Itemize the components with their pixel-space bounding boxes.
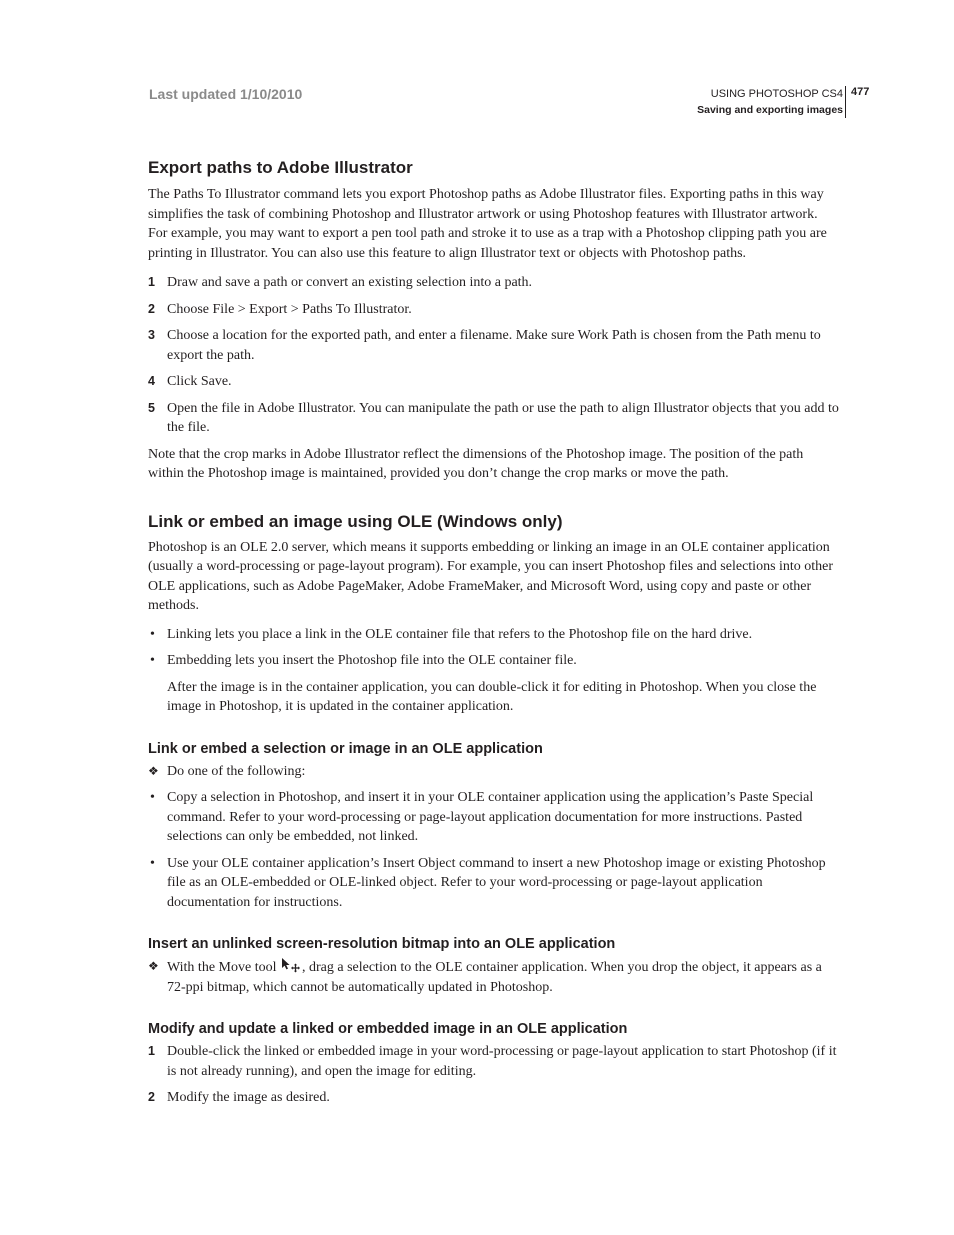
step-number: 3 <box>148 328 155 342</box>
step-text: Choose File > Export > Paths To Illustrator. <box>167 301 412 317</box>
ole-after-text: After the image is in the container application, you can double-click it for editing in Photoshop. When you close the image in Photoshop, it is updated in the container application. <box>167 679 817 714</box>
header-rule <box>845 86 846 118</box>
step-item <box>148 399 839 438</box>
bullet-text: Use your OLE container application’s Insert Object command to insert a new Photoshop image or existing Photoshop file as an OLE-embedded or OLE-linked object. Refer to your word-processing or page-layout application documentation for instructions. <box>167 855 826 910</box>
diamond-marker: ❖ <box>148 959 159 973</box>
step-number: 1 <box>148 1044 155 1058</box>
page-number: 477 <box>851 86 870 98</box>
instruction-item <box>148 762 839 782</box>
instruction-item <box>148 957 839 997</box>
subsection-title-link-embed: Link or embed a selection or image in an OLE application <box>148 740 543 757</box>
header-right <box>697 86 843 118</box>
step-text: Modify the image as desired. <box>167 1090 330 1105</box>
step-text: Draw and save a path or convert an existing selection into a path. <box>167 275 533 290</box>
export-paths-intro: The Paths To Illustrator command lets you export Photoshop paths as Adobe Illustrator files. Exporting paths in this way simplifies the task of combining Photoshop and Illustrator artwork or using Photoshop features with Illustrator artwork. For example, you may want to export a pen tool path and stroke it to use as a trap with a Photoshop clipping path you are printing in Illustrator. You can also use this feature to align Illustrator text or objects with Photoshop paths. <box>148 187 827 261</box>
step-item <box>148 273 839 293</box>
step-text: Double-click the linked or embedded image in your word-processing or page-layout application to start Photoshop (if it is not already running), and open the image for editing. <box>167 1044 837 1079</box>
instruction-text-before: With the Move tool <box>167 960 277 975</box>
step-item <box>148 300 839 320</box>
bullet-text: Embedding lets you insert the Photoshop file into the OLE container file. <box>167 653 577 668</box>
bullet-marker: • <box>150 653 155 668</box>
page-content <box>148 156 839 1108</box>
step-number: 2 <box>148 301 155 316</box>
bullet-marker: • <box>150 626 155 642</box>
header-section: Saving and exporting images <box>697 104 843 116</box>
subsection-title-modify-update: Modify and update a linked or embedded image in an OLE application <box>148 1021 628 1037</box>
step-number: 1 <box>148 275 155 289</box>
step-item <box>148 372 839 392</box>
step-item <box>148 1042 839 1081</box>
subsection-title-insert-bitmap: Insert an unlinked screen-resolution bitmap into an OLE application <box>148 936 616 952</box>
bullet-item <box>148 625 839 645</box>
bullet-marker: • <box>150 855 155 871</box>
instruction-text: Do one of the following: <box>167 763 306 779</box>
ole-intro: Photoshop is an OLE 2.0 server, which means it supports embedding or linking an image in an OLE container application (usually a word-processing or page-layout program). For example, you can insert Photoshop files and selections into other OLE applications, such as Adobe PageMaker, Adobe FrameMaker, and Microsoft Word, using copy and paste or other methods. <box>148 539 834 613</box>
step-number: 2 <box>148 1090 155 1104</box>
bullet-item <box>148 651 839 671</box>
bullet-item <box>148 854 839 913</box>
step-item <box>148 1088 839 1108</box>
export-paths-note: Note that the crop marks in Adobe Illustrator reflect the dimensions of the Photoshop image. The position of the path within the Photoshop image is maintained, provided you don’t change the crop marks or move the path. <box>148 446 804 481</box>
bullet-text: Copy a selection in Photoshop, and insert it in your OLE container application using the application’s Paste Special command. Refer to your word-processing or page-layout application documentation for more instructions. Pasted selections can only be embedded, not linked. <box>167 790 814 844</box>
step-text: Click Save. <box>167 374 232 389</box>
bullet-text: Linking lets you place a link in the OLE container file that refers to the Photoshop file on the hard drive. <box>167 626 753 642</box>
diamond-marker: ❖ <box>148 763 159 778</box>
section-title-ole: Link or embed an image using OLE (Windows only) <box>148 511 563 531</box>
move-tool-icon <box>281 957 301 973</box>
bullet-item <box>148 788 839 847</box>
header-title: USING PHOTOSHOP CS4 <box>710 88 843 100</box>
step-text: Open the file in Adobe Illustrator. You can manipulate the path or use the path to align Illustrator objects that you add to the file. <box>167 400 839 435</box>
step-number: 5 <box>148 400 155 415</box>
step-number: 4 <box>148 374 155 388</box>
step-text: Choose a location for the exported path, and enter a filename. Make sure Work Path is chosen from the Path menu to export the path. <box>167 328 821 363</box>
section-title-export-paths: Export paths to Adobe Illustrator <box>148 158 413 177</box>
instruction-text-after: , drag a selection to the OLE container application. When you drop the object, it appears as a 72-ppi bitmap, which cannot be automatically updated in Photoshop. <box>167 960 822 995</box>
step-item <box>148 326 839 365</box>
bullet-marker: • <box>150 790 155 805</box>
header-updated: Last updated 1/10/2010 <box>149 86 303 102</box>
